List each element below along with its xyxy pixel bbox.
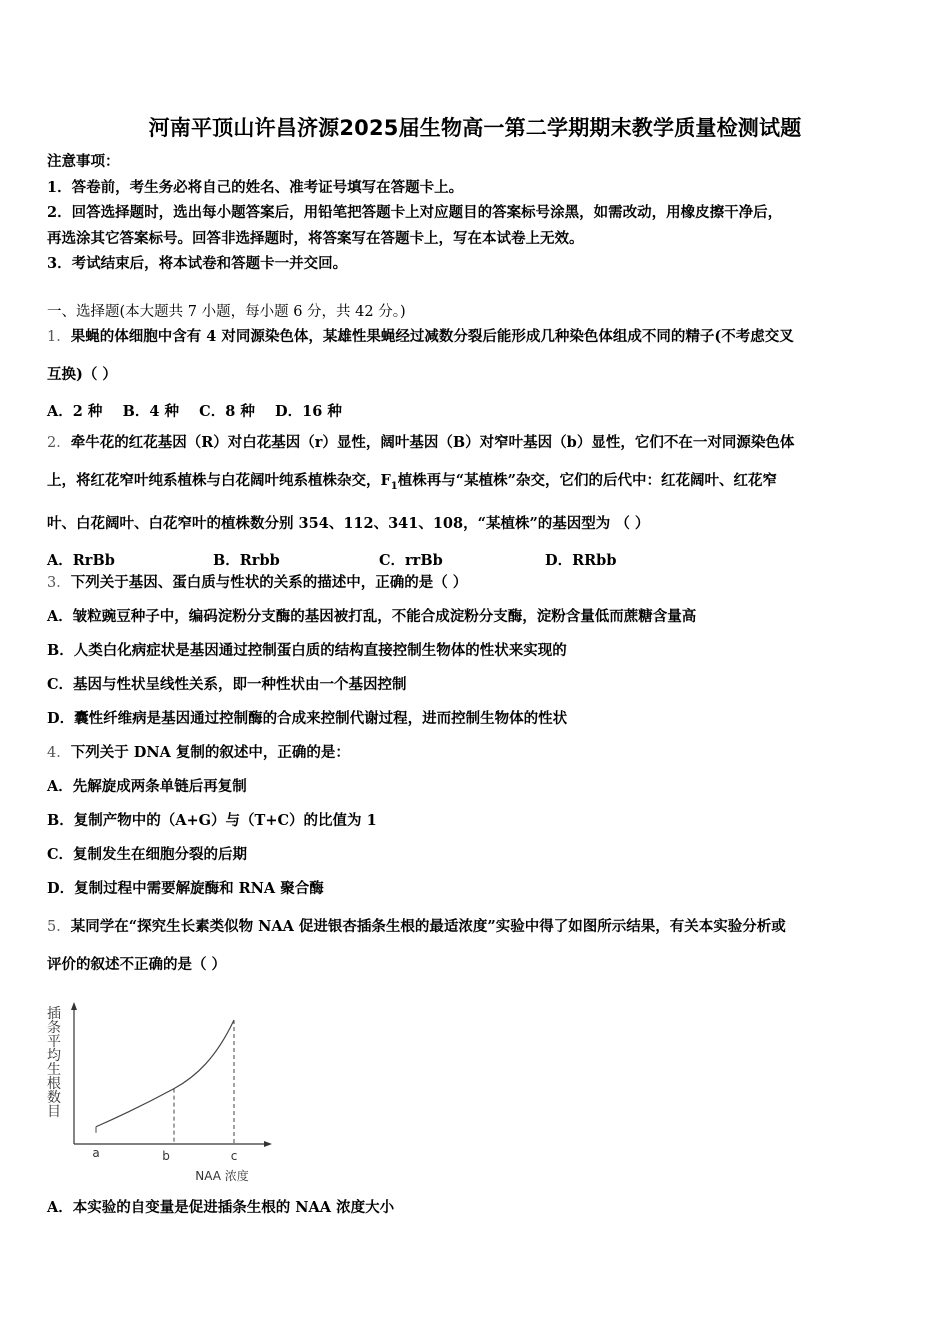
y-label-char: 目 xyxy=(47,1104,61,1120)
question-stem: 下列关于 DNA 复制的叙述中，正确的是： xyxy=(70,744,350,761)
option-c: C．基因与性状呈线性关系，即一种性状由一个基因控制 xyxy=(47,676,407,693)
question-stem: 下列关于基因、蛋白质与性状的关系的描述中，正确的是（ ） xyxy=(70,574,468,591)
section-heading: 一、选择题(本大题共 7 小题，每小题 6 分，共 42 分。) xyxy=(47,304,406,320)
option-a: A．先解旋成两条单链后再复制 xyxy=(47,778,247,795)
option-a: A．RrBb xyxy=(47,551,115,569)
question-stem: 某同学在“探究生长素类似物 NAA 促进银杏插条生根的最适浓度”实验中得了如图所示结果，有关本实验分析或 xyxy=(70,918,786,935)
page-title: 河南平顶山许昌济源2025届生物高一第二学期期末教学质量检测试题 xyxy=(148,116,802,140)
option-b: B．Rrbb xyxy=(213,551,280,569)
x-axis-label: NAA 浓度 xyxy=(195,1169,249,1183)
notice-item: 3．考试结束后，将本试卷和答题卡一并交回。 xyxy=(47,255,348,272)
option-b: B．复制产物中的（A+G）与（T+C）的比值为 1 xyxy=(47,812,377,829)
y-label-char: 均 xyxy=(47,1048,61,1064)
question-stem: 果蝇的体细胞中含有 4 对同源染色体，某雄性果蝇经过减数分裂后能形成几种染色体组成不同的精子(不考虑交叉 xyxy=(70,328,794,345)
question-4 xyxy=(47,736,907,906)
data-series-line xyxy=(96,1020,234,1127)
question-number: 1． xyxy=(47,329,71,345)
question-3 xyxy=(47,566,907,736)
y-label-char: 插 xyxy=(47,1006,61,1022)
y-label-char: 生 xyxy=(47,1062,61,1078)
question-stem-cont: 上，将红花窄叶纯系植株与白花阔叶纯系植株杂交，F xyxy=(47,472,391,489)
y-label-char: 条 xyxy=(47,1020,61,1036)
tick-label-b: b xyxy=(162,1149,170,1163)
question-stem-cont: 评价的叙述不正确的是（ ） xyxy=(47,956,227,973)
question-5-options xyxy=(47,1195,907,1220)
option-b: B．人类白化病症状是基因通过控制蛋白质的结构直接控制生物体的性状来实现的 xyxy=(47,642,567,659)
question-1 xyxy=(47,318,907,430)
question-number: 4． xyxy=(47,745,71,761)
notice-section xyxy=(47,149,907,277)
plot-layer xyxy=(96,1020,234,1144)
option-d: D．囊性纤维病是基因通过控制酶的合成来控制代谢过程，进而控制生物体的性状 xyxy=(47,710,568,727)
y-axis-label xyxy=(47,1005,61,1120)
question-number: 2． xyxy=(47,435,71,451)
naa-graph-svg xyxy=(40,1000,280,1190)
x-axis-arrow-icon xyxy=(264,1141,272,1147)
question-number: 5． xyxy=(47,919,71,935)
naa-graph xyxy=(40,1000,280,1190)
tick-label-c: c xyxy=(230,1149,238,1163)
y-axis-arrow-icon xyxy=(71,1002,77,1010)
question-options: A．2 种 B．4 种 C．8 种 D．16 种 xyxy=(47,403,342,420)
question-2 xyxy=(47,424,907,579)
option-c: C．rrBb xyxy=(379,551,443,569)
y-label-char: 数 xyxy=(47,1090,61,1106)
y-label-char: 根 xyxy=(47,1076,61,1092)
notice-heading: 注意事项： xyxy=(47,153,120,170)
question-stem-cont: 植株再与“某植株”杂交，它们的后代中：红花阔叶、红花窄 xyxy=(397,472,777,489)
notice-item: 2．回答选择题时，选出每小题答案后，用铅笔把答题卡上对应题目的答案标号涂黑，如需改动，用橡皮擦干净后， xyxy=(47,204,783,221)
tick-label-a: a xyxy=(92,1146,100,1160)
option-c: C．复制发生在细胞分裂的后期 xyxy=(47,846,248,863)
notice-item: 1．答卷前，考生务必将自己的姓名、准考证号填写在答题卡上。 xyxy=(47,178,464,196)
question-stem: 牵牛花的红花基因（R）对白花基因（r）显性，阔叶基因（B）对窄叶基因（b）显性，它们不在一对同源染色体 xyxy=(70,434,795,451)
question-stem-cont: 叶、白花阔叶、白花窄叶的植株数分别 354、112、341、108，“某植株”的基因型为 （ ） xyxy=(47,514,650,532)
subscript: 1 xyxy=(390,480,398,492)
notice-item: 再选涂其它答案标号。回答非选择题时，将答案写在答题卡上，写在本试卷上无效。 xyxy=(47,229,584,247)
question-5 xyxy=(47,908,907,983)
question-stem-cont: 互换)（ ） xyxy=(47,366,117,383)
option-a: A．皱粒豌豆种子中，编码淀粉分支酶的基因被打乱，不能合成淀粉分支酶，淀粉含量低而蔗糖含量高 xyxy=(47,608,697,625)
option-d: D．RRbb xyxy=(545,551,617,569)
question-number: 3． xyxy=(47,575,71,591)
option-d: D．复制过程中需要解旋酶和 RNA 聚合酶 xyxy=(47,880,324,897)
y-label-char: 平 xyxy=(47,1034,61,1050)
option-a: A．本实验的自变量是促进插条生根的 NAA 浓度大小 xyxy=(47,1199,395,1216)
